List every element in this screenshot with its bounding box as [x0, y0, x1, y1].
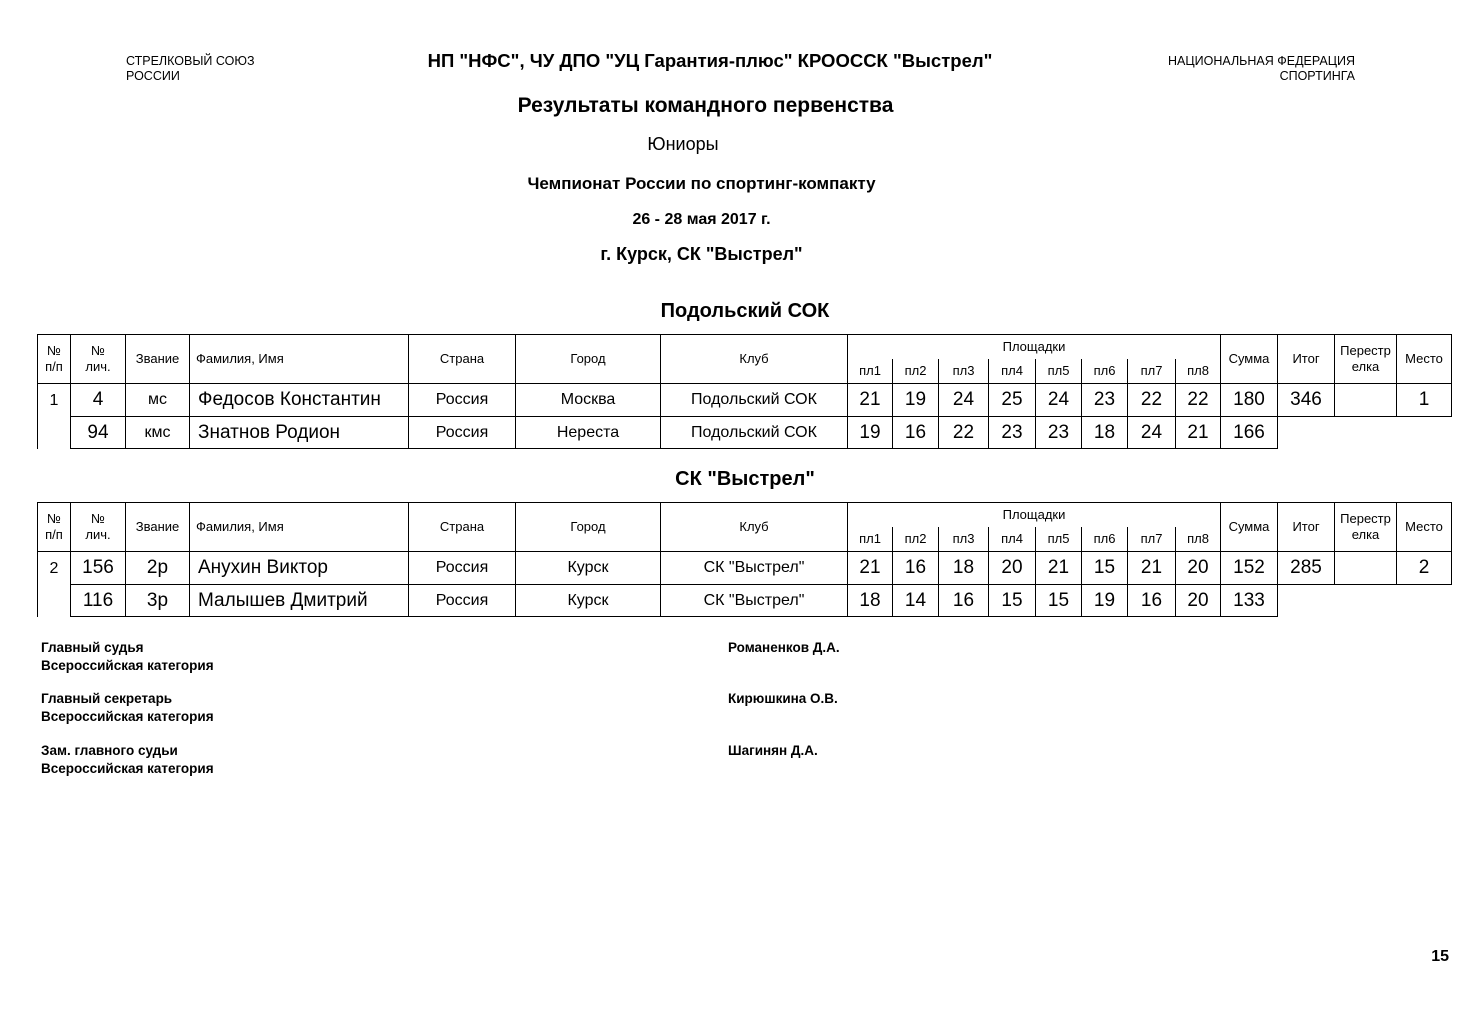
federation-left-line1: СТРЕЛКОВЫЙ СОЮЗ [126, 54, 255, 68]
document-title: Результаты командного первенства [517, 94, 894, 117]
col-rank: Звание [126, 335, 190, 384]
team-number: 2 [38, 552, 71, 617]
col-shootoff: Перестр елка [1335, 503, 1397, 552]
stand-label: пл6 [1082, 359, 1128, 384]
team-title: СК "Выстрел" [675, 468, 815, 490]
score-cell: 21 [1176, 417, 1221, 449]
score-cell: 22 [1128, 384, 1176, 417]
country-cell: Россия [409, 585, 516, 617]
stand-label: пл2 [893, 359, 939, 384]
athlete-name: Федосов Константин [190, 384, 409, 417]
stand-label: пл1 [848, 359, 893, 384]
col-rank: Звание [126, 503, 190, 552]
team-results-table [37, 502, 1452, 617]
stand-label: пл6 [1082, 527, 1128, 552]
score-cell: 21 [1128, 552, 1176, 585]
rank-cell: мс [126, 384, 190, 417]
bib-cell: 116 [71, 585, 126, 617]
athlete-name: Малышев Дмитрий [190, 585, 409, 617]
federation-right [1168, 54, 1355, 84]
score-cell: 16 [1128, 585, 1176, 617]
rank-cell: кмс [126, 417, 190, 449]
col-num: № п/п [38, 503, 71, 552]
stand-label: пл8 [1176, 359, 1221, 384]
federation-right-line1: НАЦИОНАЛЬНАЯ ФЕДЕРАЦИЯ [1168, 54, 1355, 68]
col-sum: Сумма [1221, 335, 1278, 384]
score-cell: 19 [1082, 585, 1128, 617]
header-row [38, 335, 1452, 359]
federation-right-line2: СПОРТИНГА [1279, 69, 1355, 83]
team-place: 2 [1397, 552, 1452, 585]
country-cell: Россия [409, 552, 516, 585]
official-category: Всероссийская категория [41, 658, 214, 673]
bib-cell: 94 [71, 417, 126, 449]
score-cell: 16 [893, 417, 939, 449]
team-total: 346 [1278, 384, 1335, 417]
score-cell: 15 [989, 585, 1036, 617]
event-dates: 26 - 28 мая 2017 г. [632, 211, 771, 228]
col-bib: № лич. [71, 335, 126, 384]
sum-cell: 180 [1221, 384, 1278, 417]
organizers: НП "НФС", ЧУ ДПО "УЦ Гарантия-плюс" КРООССК "Выстрел" [427, 50, 993, 71]
official-chief-judge [41, 639, 214, 675]
team-number: 1 [38, 384, 71, 449]
col-country: Страна [409, 335, 516, 384]
score-cell: 16 [939, 585, 989, 617]
team-total: 285 [1278, 552, 1335, 585]
official-role: Зам. главного судьи [41, 743, 178, 758]
shootoff-cell [1335, 384, 1397, 417]
stand-label: пл5 [1036, 359, 1082, 384]
bib-cell: 156 [71, 552, 126, 585]
score-cell: 18 [939, 552, 989, 585]
col-city: Город [516, 335, 661, 384]
club-cell: СК "Выстрел" [661, 585, 848, 617]
stand-label: пл7 [1128, 527, 1176, 552]
stand-label: пл2 [893, 527, 939, 552]
stand-label: пл3 [939, 359, 989, 384]
athlete-name: Знатнов Родион [190, 417, 409, 449]
score-cell: 19 [893, 384, 939, 417]
city-cell: Нереста [516, 417, 661, 449]
score-cell: 16 [893, 552, 939, 585]
official-name: Кирюшкина О.В. [728, 691, 838, 706]
club-cell: СК "Выстрел" [661, 552, 848, 585]
score-cell: 24 [1036, 384, 1082, 417]
col-shootoff: Перестр елка [1335, 335, 1397, 384]
score-cell: 19 [848, 417, 893, 449]
col-stands: Площадки [848, 503, 1221, 527]
bib-cell: 4 [71, 384, 126, 417]
shootoff-cell [1335, 552, 1397, 585]
score-cell: 15 [1036, 585, 1082, 617]
col-name: Фамилия, Имя [190, 503, 409, 552]
score-cell: 22 [939, 417, 989, 449]
event-place: г. Курск, СК "Выстрел" [600, 244, 803, 264]
club-cell: Подольский СОК [661, 384, 848, 417]
score-cell: 21 [848, 552, 893, 585]
official-role: Главный судья [41, 640, 144, 655]
official-name: Романенков Д.А. [728, 640, 840, 655]
score-cell: 23 [1082, 384, 1128, 417]
score-cell: 25 [989, 384, 1036, 417]
sum-cell: 133 [1221, 585, 1278, 617]
col-club: Клуб [661, 503, 848, 552]
table-row [38, 384, 1452, 417]
score-cell: 21 [1036, 552, 1082, 585]
team-place: 1 [1397, 384, 1452, 417]
official-role: Главный секретарь [41, 691, 173, 706]
stand-label: пл4 [989, 359, 1036, 384]
score-cell: 21 [848, 384, 893, 417]
athlete-name: Анухин Виктор [190, 552, 409, 585]
official-deputy-judge [41, 742, 214, 778]
score-cell: 18 [1082, 417, 1128, 449]
col-club: Клуб [661, 335, 848, 384]
col-stands: Площадки [848, 335, 1221, 359]
country-cell: Россия [409, 417, 516, 449]
col-name: Фамилия, Имя [190, 335, 409, 384]
page-number: 15 [1431, 948, 1449, 965]
header-row [38, 503, 1452, 527]
team-results-table [37, 334, 1452, 449]
score-cell: 24 [1128, 417, 1176, 449]
score-cell: 14 [893, 585, 939, 617]
stand-label: пл5 [1036, 527, 1082, 552]
score-cell: 23 [1036, 417, 1082, 449]
table-row [38, 552, 1452, 585]
col-bib: № лич. [71, 503, 126, 552]
score-cell: 20 [1176, 585, 1221, 617]
event-name: Чемпионат России по спортинг-компакту [527, 174, 876, 193]
score-cell: 22 [1176, 384, 1221, 417]
city-cell: Курск [516, 552, 661, 585]
col-num: № п/п [38, 335, 71, 384]
score-cell: 20 [1176, 552, 1221, 585]
rank-cell: 3р [126, 585, 190, 617]
stand-label: пл4 [989, 527, 1036, 552]
col-place: Место [1397, 503, 1452, 552]
col-total: Итог [1278, 335, 1335, 384]
city-cell: Курск [516, 585, 661, 617]
official-chief-secretary [41, 690, 214, 726]
sum-cell: 152 [1221, 552, 1278, 585]
score-cell: 20 [989, 552, 1036, 585]
score-cell: 15 [1082, 552, 1128, 585]
federation-left-line2: РОССИИ [126, 69, 180, 83]
col-sum: Сумма [1221, 503, 1278, 552]
col-total: Итог [1278, 503, 1335, 552]
category-subtitle: Юниоры [647, 134, 719, 154]
col-city: Город [516, 503, 661, 552]
official-category: Всероссийская категория [41, 709, 214, 724]
rank-cell: 2р [126, 552, 190, 585]
col-country: Страна [409, 503, 516, 552]
table-row [38, 585, 1452, 617]
stand-label: пл3 [939, 527, 989, 552]
official-category: Всероссийская категория [41, 761, 214, 776]
score-cell: 24 [939, 384, 989, 417]
stand-label: пл8 [1176, 527, 1221, 552]
club-cell: Подольский СОК [661, 417, 848, 449]
score-cell: 23 [989, 417, 1036, 449]
score-cell: 18 [848, 585, 893, 617]
country-cell: Россия [409, 384, 516, 417]
team-title: Подольский СОК [660, 300, 830, 322]
sum-cell: 166 [1221, 417, 1278, 449]
stand-label: пл7 [1128, 359, 1176, 384]
col-place: Место [1397, 335, 1452, 384]
official-name: Шагинян Д.А. [728, 743, 818, 758]
city-cell: Москва [516, 384, 661, 417]
stand-label: пл1 [848, 527, 893, 552]
table-row [38, 417, 1452, 449]
